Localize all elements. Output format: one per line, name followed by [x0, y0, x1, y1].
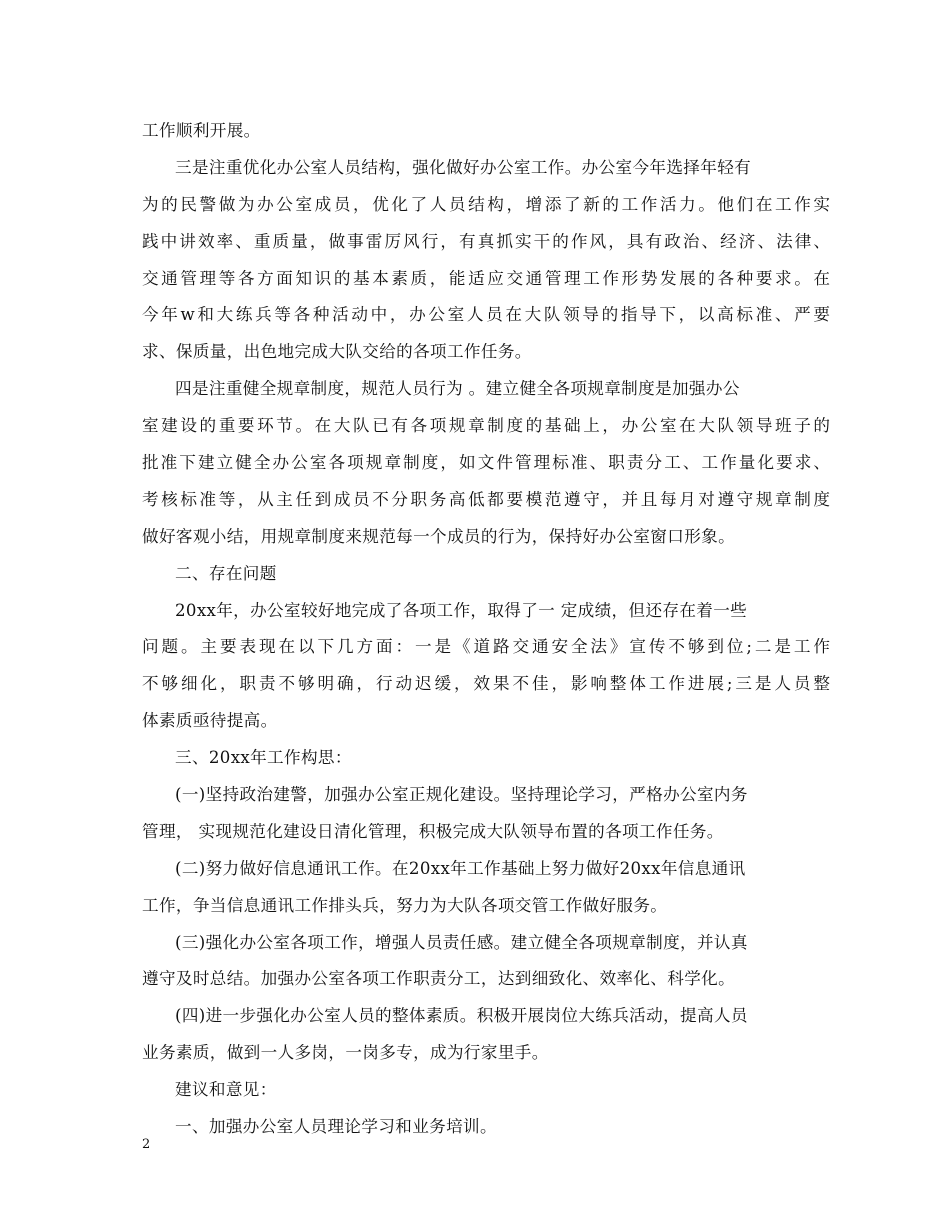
text-line: 今年w和大练兵等各种活动中，办公室人员在大队领导的指导下，以高标准、严要 — [142, 305, 830, 325]
text-line: 不够细化，职责不够明确，行动迟缓，效果不佳，影响整体工作进展;三是人员整 — [142, 674, 830, 694]
text-line: 做好客观小结，用规章制度来规范每一个成员的行为，保持好办公室窗口形象。 — [142, 526, 736, 546]
text-line: 三是注重优化办公室人员结构，强化做好办公室工作。办公室今年选择年轻有 — [175, 157, 752, 177]
text-line: (二)努力做好信息通讯工作。在20xx年工作基础上努力做好20xx年信息通讯 — [175, 858, 746, 878]
section-heading: 三、20xx年工作构思： — [175, 748, 352, 768]
body-text — [142, 113, 830, 1146]
text-line: 遵守及时总结。加强办公室各项工作职责分工，达到细致化、效率化、科学化。 — [142, 969, 736, 989]
text-line: 工作，争当信息通讯工作排头兵，努力为大队各项交管工作做好服务。 — [142, 895, 668, 915]
text-line: 批准下建立健全办公室各项规章制度，如文件管理标准、职责分工、工作量化要求、 — [142, 453, 830, 473]
text-line: 体素质亟待提高。 — [142, 711, 278, 731]
section-heading: 二、存在问题 — [175, 563, 277, 583]
text-line: 四是注重健全规章制度，规范人员行为 。建立健全各项规章制度是加强办公 — [175, 379, 740, 399]
text-line: (四)进一步强化办公室人员的整体素质。积极开展岗位大练兵活动，提高人员 — [175, 1006, 748, 1026]
text-line: 业务素质，做到一人多岗，一岗多专，成为行家里手。 — [142, 1043, 549, 1063]
text-line: 求、保质量，出色地完成大队交给的各项工作任务。 — [142, 342, 532, 362]
text-line: 工作顺利开展。 — [142, 121, 261, 140]
text-line: 为的民警做为办公室成员，优化了人员结构，增添了新的工作活力。他们在工作实 — [142, 194, 830, 214]
page-number: 2 — [142, 1137, 151, 1152]
text-line: 问题。主要表现在以下几方面：一是《道路交通安全法》宣传不够到位;二是工作 — [142, 637, 830, 657]
text-line: 一、加强办公室人员理论学习和业务培训。 — [175, 1117, 497, 1137]
text-line: (三)强化办公室各项工作，增强人员责任感。建立健全各项规章制度，并认真 — [175, 932, 748, 952]
text-line: 20xx年，办公室较好地完成了各项工作，取得了一 定成绩，但还存在着一些 — [175, 600, 748, 620]
section-heading: 建议和意见： — [175, 1080, 277, 1100]
text-line: 交通管理等各方面知识的基本素质，能适应交通管理工作形势发展的各种要求。在 — [142, 268, 830, 288]
text-line: 管理， 实现规范化建设日清化管理，积极完成大队领导布置的各项工作任务。 — [142, 821, 724, 841]
text-line: 践中讲效率、重质量，做事雷厉风行，有真抓实干的作风，具有政治、经济、法律、 — [142, 231, 830, 251]
text-line: 室建设的重要环节。在大队已有各项规章制度的基础上，办公室在大队领导班子的 — [142, 416, 830, 436]
text-line: (一)坚持政治建警，加强办公室正规化建设。坚持理论学习，严格办公室内务 — [175, 785, 748, 805]
text-line: 考核标准等，从主任到成员不分职务高低都要模范遵守，并且每月对遵守规章制度 — [142, 489, 830, 509]
